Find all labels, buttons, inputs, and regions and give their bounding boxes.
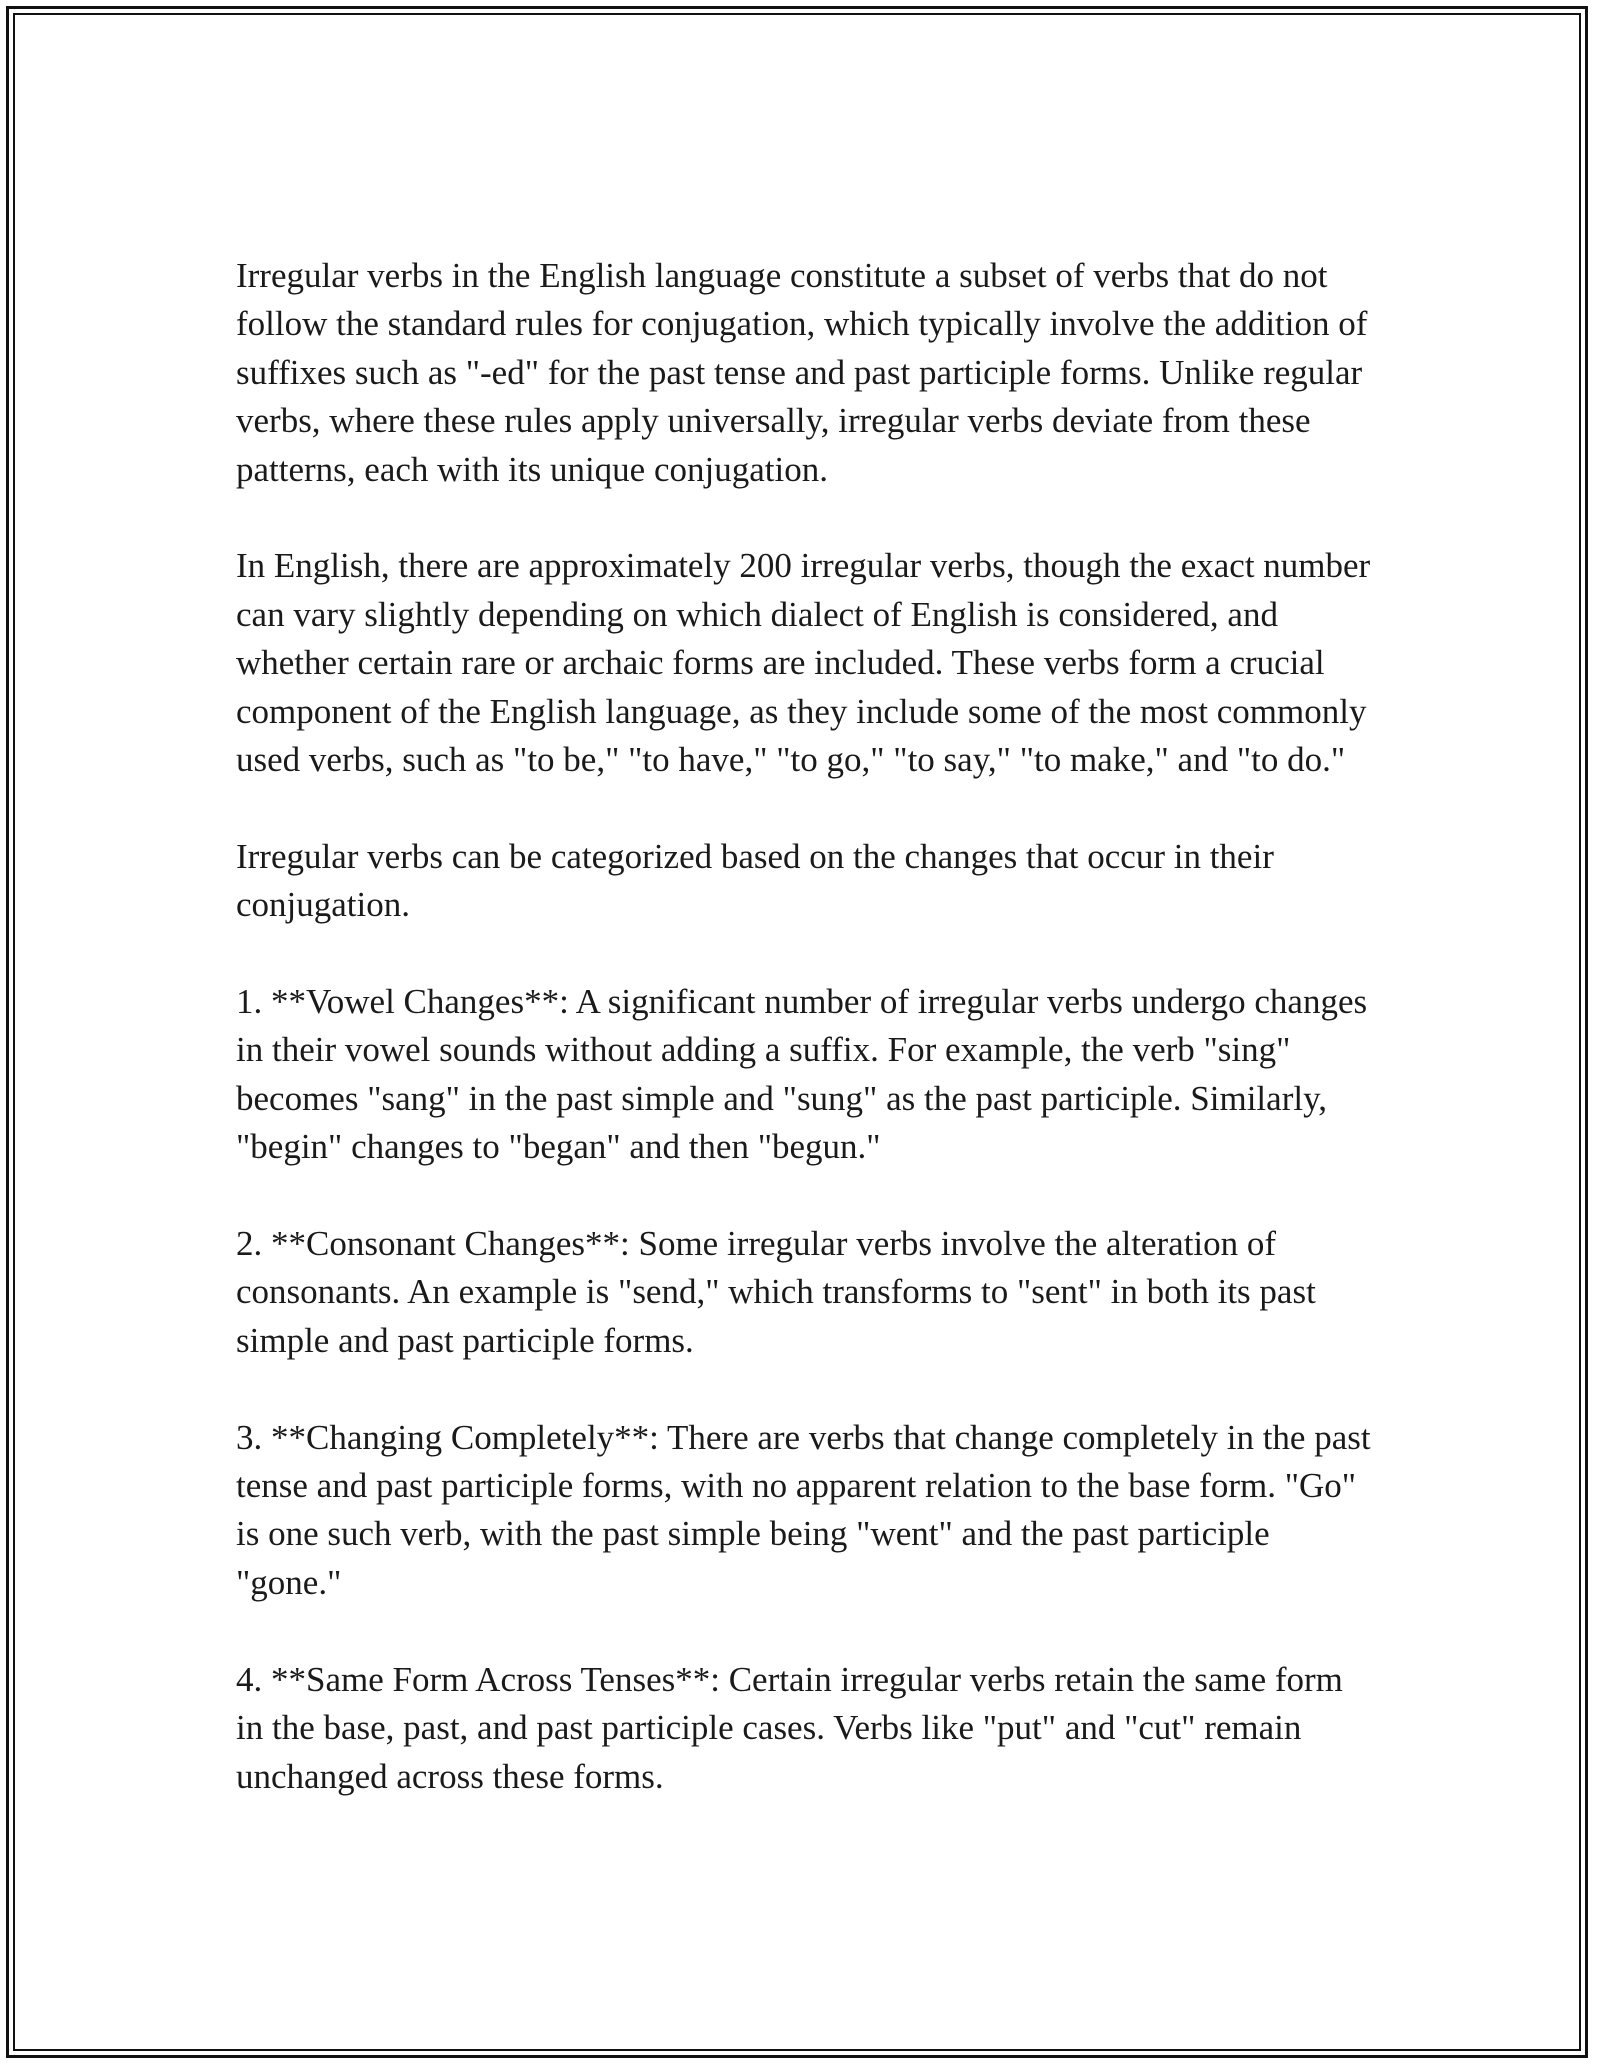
paragraph-count: In English, there are approximately 200 irregular verbs, though the exact number can vary slightly depending on which dialect of English is considered, and whether certain rare or archaic forms are included. These verbs form a crucial component of the English language, as they include some of the most commonly used verbs, such as "to be," "to have," "to go," "to say," "to make," and "to do.": [236, 546, 1371, 780]
document-body: [236, 252, 1376, 1849]
list-item-consonant-changes: 2. **Consonant Changes**: Some irregular verbs involve the alteration of consonants. An example is "send," which transforms to "sent" in both its past simple and past participle forms.: [236, 1224, 1316, 1360]
paragraph-categories: Irregular verbs can be categorized based on the changes that occur in their conjugation.: [236, 836, 1274, 925]
list-item-changing-completely: 3. **Changing Completely**: There are verbs that change completely in the past tense and past participle forms, with no apparent relation to the base form. "Go" is one such verb, with the past simple being "went" and the past participle "gone.": [236, 1417, 1371, 1602]
list-item-same-form: 4. **Same Form Across Tenses**: Certain irregular verbs retain the same form in the base, past, and past participle cases. Verbs like "put" and "cut" remain unchanged across these forms.: [236, 1659, 1343, 1796]
list-item-vowel-changes: 1. **Vowel Changes**: A significant number of irregular verbs undergo changes in their vowel sounds without adding a suffix. For example, the verb "sing" becomes "sang" in the past simple and "sung" as the past participle. Similarly, "begin" changes to "began" and then "begun.": [236, 982, 1368, 1167]
paragraph-intro: Irregular verbs in the English language constitute a subset of verbs that do not follow the standard rules for conjugation, which typically involve the addition of suffixes such as "-ed" for the past tense and past participle forms. Unlike regular verbs, where these rules apply universally, irregular verbs deviate from these patterns, each with its unique conjugation.: [236, 256, 1368, 489]
